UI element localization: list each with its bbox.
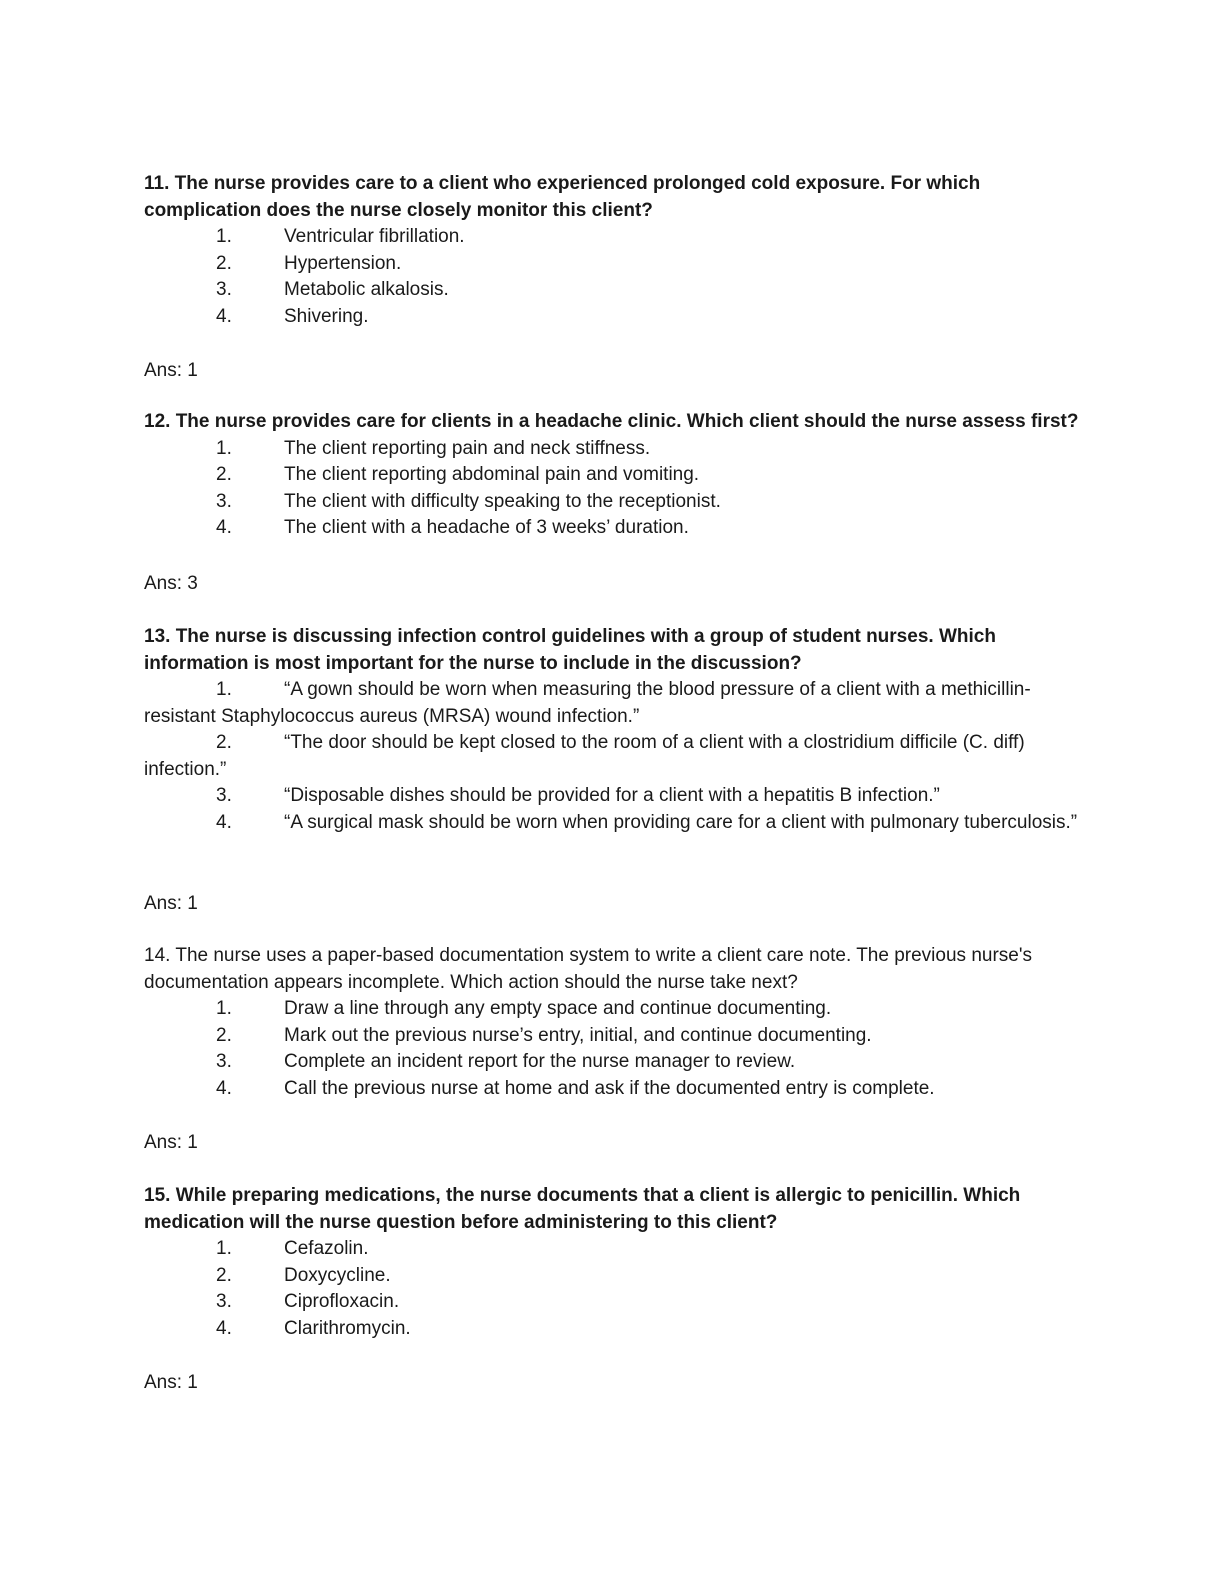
option-text: Cefazolin. (284, 1238, 369, 1259)
option (144, 1236, 1044, 1263)
option-text: Metabolic alkalosis. (284, 279, 449, 300)
option (144, 730, 1084, 783)
option (144, 677, 1084, 730)
option-number: 1. (216, 998, 232, 1019)
question-stem: 15. While preparing medications, the nurse documents that a client is allergic to penicillin. Which medication will the nurse question before administering to this client? (144, 1185, 1021, 1233)
option-number: 4. (216, 1077, 232, 1099)
option-text: The client with difficulty speaking to the receptionist. (284, 490, 721, 512)
option (144, 1289, 1044, 1316)
option-number: 2. (216, 464, 232, 485)
option (144, 489, 1104, 516)
answer-13: Ans: 1 (144, 893, 198, 914)
option-number: 1. (216, 437, 232, 459)
option-number: 3. (216, 1291, 232, 1312)
option-number: 1. (216, 1238, 232, 1259)
question-12 (144, 409, 1104, 542)
question-stem: 12. The nurse provides care for clients in a headache clinic. Which client should the nurse assess first? (144, 411, 1079, 432)
question-11 (144, 171, 1084, 330)
option-text: “The door should be kept closed to the room of a client with a clostridium difficile (C. diff) infection.” (144, 732, 1025, 780)
option (144, 277, 1084, 304)
option (144, 1316, 1044, 1343)
option (144, 783, 1084, 810)
option-text: Hypertension. (284, 252, 402, 274)
option-text: Shivering. (284, 305, 369, 327)
option (144, 996, 1079, 1023)
option-text: Complete an incident report for the nurse manager to review. (284, 1051, 796, 1072)
option (144, 1263, 1044, 1290)
option-text: The client reporting pain and neck stiffness. (284, 437, 651, 459)
question-stem: 11. The nurse provides care to a client who experienced prolonged cold exposure. For which complication does the nurse closely monitor this client? (144, 173, 981, 221)
option-text: “A gown should be worn when measuring the blood pressure of a client with a methicillin-resistant Staphylococcus aureus (MRSA) wound infection.” (144, 679, 1031, 727)
option-text: Doxycycline. (284, 1264, 391, 1286)
option-number: 2. (216, 732, 232, 753)
option-number: 2. (216, 252, 232, 274)
question-stem: 14. The nurse uses a paper-based documentation system to write a client care note. The previous nurse's documentation appears incomplete. Which action should the nurse take next? (144, 945, 1032, 993)
option (144, 1023, 1079, 1050)
option (144, 1076, 1079, 1103)
option-number: 3. (216, 490, 232, 512)
answer-12: Ans: 3 (144, 573, 198, 594)
question-14 (144, 943, 1079, 1102)
option-text: “Disposable dishes should be provided for a client with a hepatitis B infection.” (284, 785, 940, 806)
option-number: 2. (216, 1024, 232, 1046)
option-number: 4. (216, 305, 232, 327)
question-stem: 13. The nurse is discussing infection control guidelines with a group of student nurses. Which information is most important for the nurse to include in the discussion? (144, 626, 996, 674)
answer-15: Ans: 1 (144, 1372, 198, 1393)
answer-14: Ans: 1 (144, 1132, 198, 1153)
option (144, 224, 1084, 251)
option-text: Ciprofloxacin. (284, 1291, 400, 1312)
option-number: 3. (216, 785, 232, 806)
option (144, 462, 1104, 489)
option-number: 2. (216, 1264, 232, 1286)
option-text: Clarithromycin. (284, 1317, 411, 1339)
option (144, 810, 1084, 837)
option-text: “A surgical mask should be worn when providing care for a client with pulmonary tuberculosis.” (284, 811, 1078, 833)
option-text: The client reporting abdominal pain and vomiting. (284, 464, 700, 485)
option (144, 1049, 1079, 1076)
option-number: 4. (216, 811, 232, 833)
answer-11: Ans: 1 (144, 360, 198, 381)
question-15 (144, 1183, 1044, 1342)
option (144, 515, 1104, 542)
option-number: 3. (216, 1051, 232, 1072)
option-text: Mark out the previous nurse’s entry, initial, and continue documenting. (284, 1024, 872, 1046)
option-number: 4. (216, 517, 232, 538)
option-text: Draw a line through any empty space and continue documenting. (284, 998, 832, 1019)
option (144, 436, 1104, 463)
question-13 (144, 624, 1084, 836)
option (144, 304, 1084, 331)
option-text: The client with a headache of 3 weeks’ duration. (284, 517, 689, 538)
option-number: 4. (216, 1317, 232, 1339)
option-text: Ventricular fibrillation. (284, 226, 465, 247)
option (144, 251, 1084, 278)
option-number: 3. (216, 279, 232, 300)
option-number: 1. (216, 679, 232, 700)
option-text: Call the previous nurse at home and ask if the documented entry is complete. (284, 1077, 935, 1099)
option-number: 1. (216, 226, 232, 247)
